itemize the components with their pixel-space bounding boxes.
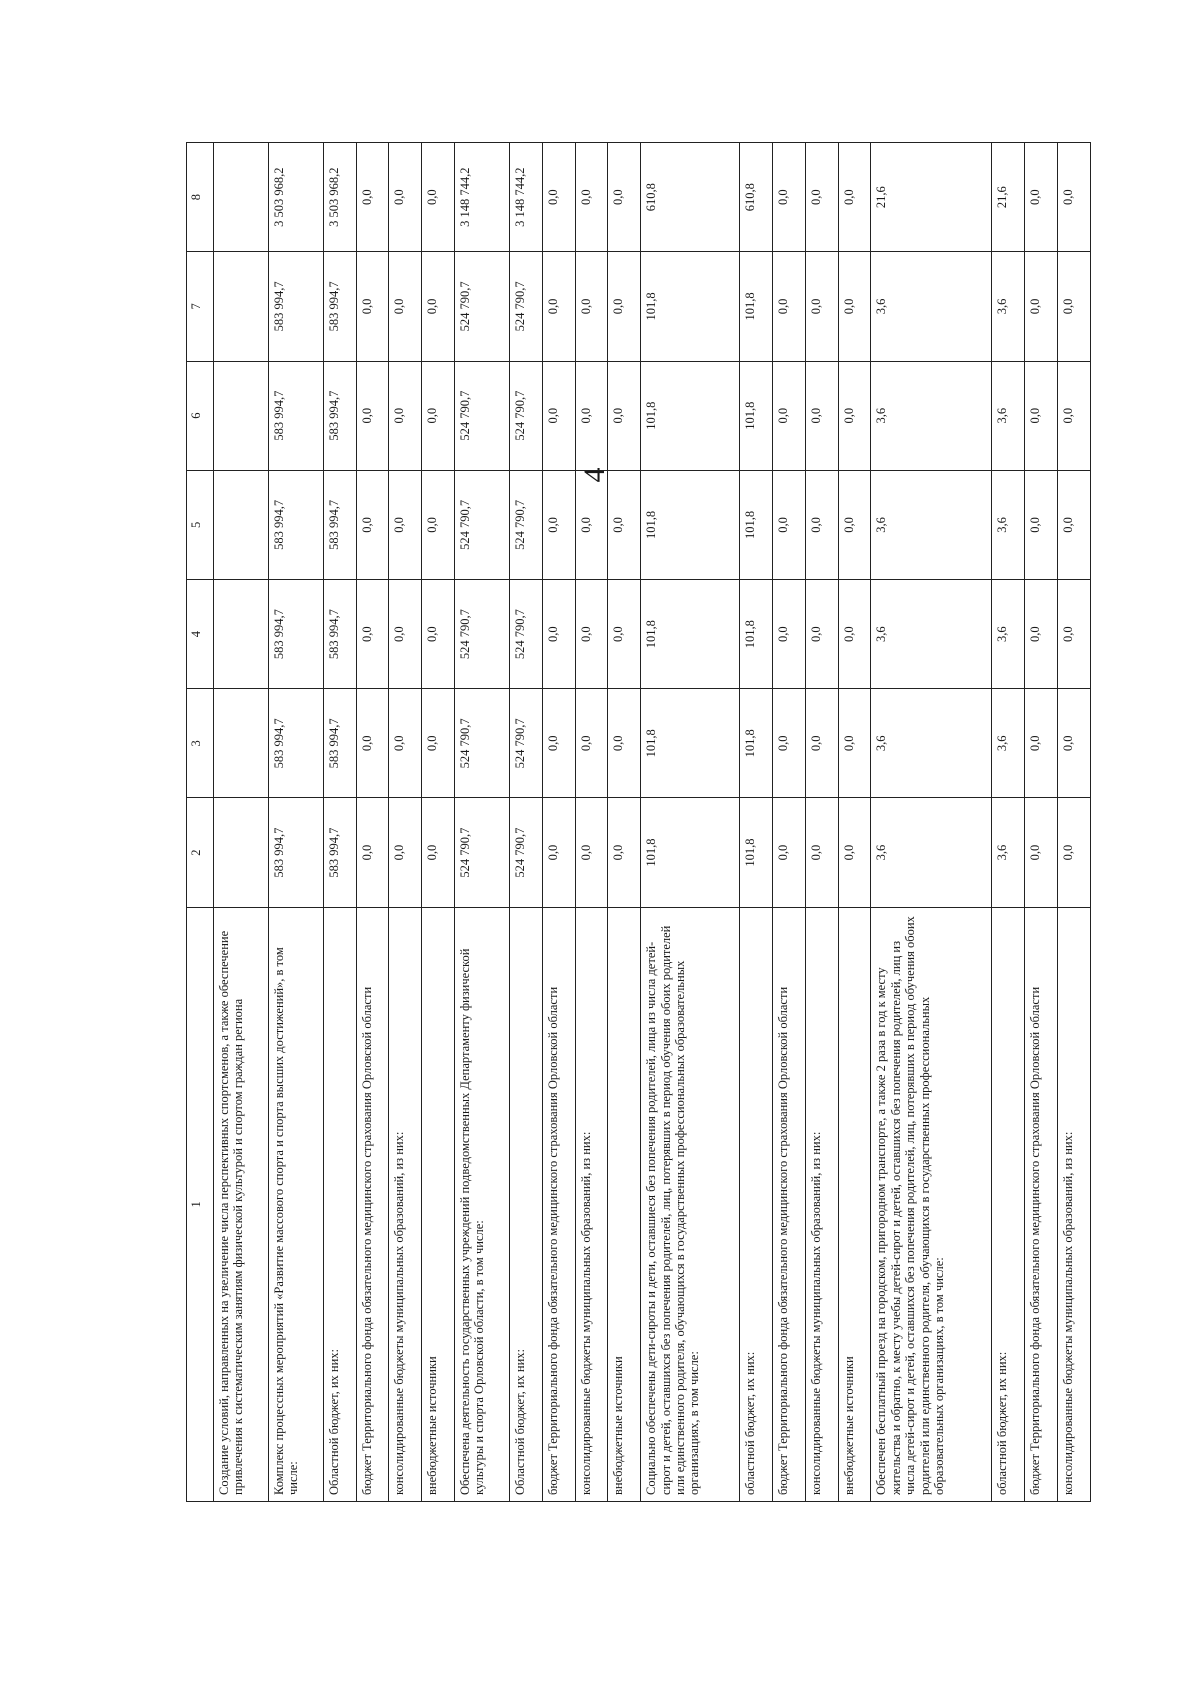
- table-cell-value: 583 994,7: [323, 580, 356, 689]
- row-label: внебюджетные источники: [608, 907, 641, 1501]
- table-cell-value: 0,0: [1025, 689, 1058, 798]
- row-label: областной бюджет, их них:: [740, 907, 773, 1501]
- table-row: [542, 143, 575, 1502]
- table-cell-value: 0,0: [608, 252, 641, 361]
- table-cell-value: 0,0: [389, 361, 422, 470]
- table-cell-value: 583 994,7: [268, 580, 323, 689]
- table-cell-value: 0,0: [608, 580, 641, 689]
- table-cell-value: 583 994,7: [268, 798, 323, 907]
- table-cell-value: 0,0: [805, 361, 838, 470]
- table-cell-value: 0,0: [575, 470, 608, 579]
- table-cell-value: 610,8: [740, 143, 773, 252]
- table-row: [1058, 143, 1091, 1502]
- table-row: [422, 143, 455, 1502]
- table-cell-value: 0,0: [575, 580, 608, 689]
- table-cell-value: 0,0: [542, 798, 575, 907]
- table-cell-value: 0,0: [772, 470, 805, 579]
- table-cell-value: 0,0: [575, 252, 608, 361]
- table-row: [509, 143, 542, 1502]
- table-row: [641, 143, 740, 1502]
- table-cell-value: 0,0: [1058, 580, 1091, 689]
- table-cell-value: 0,0: [772, 361, 805, 470]
- table-row: [323, 143, 356, 1502]
- table-cell-value: 101,8: [740, 798, 773, 907]
- row-label: бюджет Территориального фонда обязательного медицинского страхования Орловской области: [356, 907, 389, 1501]
- table-cell-value: 0,0: [805, 143, 838, 252]
- table-cell-value: 0,0: [838, 252, 871, 361]
- table-cell-value: 0,0: [1058, 470, 1091, 579]
- table-cell-value: 101,8: [641, 580, 740, 689]
- table-cell-value: 0,0: [838, 143, 871, 252]
- table-cell-value: 0,0: [805, 252, 838, 361]
- table-row: [772, 143, 805, 1502]
- table-cell-value: 0,0: [1058, 798, 1091, 907]
- table-cell-value: 0,0: [575, 689, 608, 798]
- column-header: 4: [187, 580, 214, 689]
- table-cell-value: 524 790,7: [455, 798, 510, 907]
- table-cell-value: 0,0: [389, 798, 422, 907]
- table-cell-value: 0,0: [542, 580, 575, 689]
- table-row: [608, 143, 641, 1502]
- row-label: консолидированные бюджеты муниципальных образований, из них:: [805, 907, 838, 1501]
- row-label: консолидированные бюджеты муниципальных образований, из них:: [1058, 907, 1091, 1501]
- table-cell-value: 524 790,7: [509, 689, 542, 798]
- row-label: Комплекс процессных мероприятий «Развитие массового спорта и спорта высших достижений», в том числе:: [268, 907, 323, 1501]
- table-row: [805, 143, 838, 1502]
- table-cell-value: 0,0: [422, 252, 455, 361]
- table-cell-value: 524 790,7: [509, 361, 542, 470]
- table-cell-value: 0,0: [1025, 470, 1058, 579]
- table-cell-value: 524 790,7: [509, 470, 542, 579]
- table-cell-value: 0,0: [608, 470, 641, 579]
- table-cell-value: 0,0: [422, 361, 455, 470]
- table-row: [268, 143, 323, 1502]
- table-cell-value: 0,0: [389, 470, 422, 579]
- table-cell-value: 0,0: [575, 143, 608, 252]
- table-cell-value: 583 994,7: [268, 470, 323, 579]
- table-cell-value: 0,0: [542, 689, 575, 798]
- table-cell-value: [214, 143, 269, 252]
- table-cell-value: 101,8: [641, 470, 740, 579]
- table-cell-value: 3 148 744,2: [455, 143, 510, 252]
- table-cell-value: 0,0: [542, 143, 575, 252]
- table-cell-value: 0,0: [542, 470, 575, 579]
- column-header: 7: [187, 252, 214, 361]
- table-row: [356, 143, 389, 1502]
- table-cell-value: 0,0: [838, 580, 871, 689]
- table-cell-value: 0,0: [608, 798, 641, 907]
- table-cell-value: 0,0: [1025, 361, 1058, 470]
- table-cell-value: 3,6: [992, 580, 1025, 689]
- table-row: [838, 143, 871, 1502]
- row-label: внебюджетные источники: [838, 907, 871, 1501]
- table-cell-value: [214, 689, 269, 798]
- table-cell-value: 524 790,7: [455, 252, 510, 361]
- table-cell-value: 0,0: [1025, 143, 1058, 252]
- table-cell-value: 610,8: [641, 143, 740, 252]
- table-cell-value: 583 994,7: [323, 252, 356, 361]
- table-cell-value: 0,0: [838, 361, 871, 470]
- table-body: [214, 143, 1091, 1502]
- table-row: [1025, 143, 1058, 1502]
- row-label: Создание условий, направленных на увеличение числа перспективных спортсменов, а также обеспечение привлечения к систематическим занятиям физической культурой и спортом граждан региона: [214, 907, 269, 1501]
- row-label: консолидированные бюджеты муниципальных образований, из них:: [575, 907, 608, 1501]
- table-cell-value: 0,0: [356, 143, 389, 252]
- table-cell-value: 101,8: [641, 361, 740, 470]
- column-header: 1: [187, 907, 214, 1501]
- column-header: 6: [187, 361, 214, 470]
- table-cell-value: 101,8: [740, 252, 773, 361]
- table-row: [575, 143, 608, 1502]
- table-row: [871, 143, 992, 1502]
- table-cell-value: 0,0: [772, 143, 805, 252]
- table-cell-value: 3 503 968,2: [268, 143, 323, 252]
- table-cell-value: 524 790,7: [455, 361, 510, 470]
- table-cell-value: 583 994,7: [323, 798, 356, 907]
- row-label: консолидированные бюджеты муниципальных образований, из них:: [389, 907, 422, 1501]
- table-cell-value: 0,0: [838, 689, 871, 798]
- row-label: бюджет Территориального фонда обязательного медицинского страхования Орловской области: [1025, 907, 1058, 1501]
- row-label: областной бюджет, их них:: [992, 907, 1025, 1501]
- column-header: 2: [187, 798, 214, 907]
- table-cell-value: 0,0: [356, 361, 389, 470]
- table-cell-value: 0,0: [838, 798, 871, 907]
- table-cell-value: 583 994,7: [268, 361, 323, 470]
- table-cell-value: 0,0: [542, 361, 575, 470]
- table-header-row: [187, 143, 214, 1502]
- table-cell-value: 0,0: [805, 470, 838, 579]
- rotated-table-container: [186, 142, 1091, 1502]
- table-row: [740, 143, 773, 1502]
- row-label: Социально обеспечены дети-сироты и дети, оставшиеся без попечения родителей, лица из числа детей-сирот и детей, оставшихся без попечения родителей, лиц, потерявших в период обучения обоих родителей или единственного родителя, обучающихся в государственных профессиональных образовательных организациях, в том числе:: [641, 907, 740, 1501]
- table-cell-value: 583 994,7: [323, 361, 356, 470]
- table-cell-value: [214, 361, 269, 470]
- table-row: [214, 143, 269, 1502]
- table-cell-value: 0,0: [608, 689, 641, 798]
- table-cell-value: 0,0: [422, 689, 455, 798]
- table-cell-value: 3,6: [992, 361, 1025, 470]
- table-cell-value: 524 790,7: [509, 580, 542, 689]
- table-cell-value: 0,0: [1058, 689, 1091, 798]
- table-cell-value: 3,6: [871, 252, 992, 361]
- table-cell-value: 524 790,7: [455, 580, 510, 689]
- table-cell-value: 101,8: [740, 689, 773, 798]
- column-header: 3: [187, 689, 214, 798]
- table-cell-value: 0,0: [608, 361, 641, 470]
- row-label: Областной бюджет, их них:: [323, 907, 356, 1501]
- table-cell-value: 0,0: [1058, 361, 1091, 470]
- table-cell-value: 3,6: [992, 798, 1025, 907]
- table-cell-value: 0,0: [356, 252, 389, 361]
- row-label: Обеспечена деятельность государственных учреждений подведомственных Департаменту физической культуры и спорта Орловской области, в том числе:: [455, 907, 510, 1501]
- table-cell-value: [214, 252, 269, 361]
- table-cell-value: 101,8: [641, 689, 740, 798]
- row-label: бюджет Территориального фонда обязательного медицинского страхования Орловской области: [542, 907, 575, 1501]
- table-cell-value: 0,0: [356, 470, 389, 579]
- table-cell-value: 3,6: [871, 470, 992, 579]
- table-cell-value: 3 148 744,2: [509, 143, 542, 252]
- table-cell-value: 0,0: [389, 143, 422, 252]
- table-cell-value: 0,0: [356, 580, 389, 689]
- column-header: 8: [187, 143, 214, 252]
- table-cell-value: 0,0: [1025, 252, 1058, 361]
- table-cell-value: 0,0: [1025, 580, 1058, 689]
- table-cell-value: 0,0: [805, 580, 838, 689]
- budget-table: [186, 142, 1091, 1502]
- table-cell-value: 3,6: [992, 252, 1025, 361]
- table-row: [455, 143, 510, 1502]
- table-cell-value: 0,0: [422, 470, 455, 579]
- table-cell-value: 0,0: [1058, 252, 1091, 361]
- row-label: Обеспечен бесплатный проезд на городском, пригородном транспорте, а также 2 раза в год к месту жительства и обратно, к месту учебы детей-сирот и детей, оставшихся без попечения родителей, лиц из числа детей-сирот и детей, оставшихся без попечения родителей, лиц, потерявших в период обучения обоих родителей или единственного родителя, обучающихся в государственных профессиональных образовательных организациях, в том числе:: [871, 907, 992, 1501]
- table-cell-value: 101,8: [740, 580, 773, 689]
- table-cell-value: 0,0: [608, 143, 641, 252]
- table-cell-value: 0,0: [389, 689, 422, 798]
- table-cell-value: 0,0: [805, 798, 838, 907]
- table-cell-value: 3,6: [871, 580, 992, 689]
- table-cell-value: 0,0: [356, 798, 389, 907]
- table-cell-value: 0,0: [805, 689, 838, 798]
- table-cell-value: 524 790,7: [509, 798, 542, 907]
- row-label: бюджет Территориального фонда обязательного медицинского страхования Орловской области: [772, 907, 805, 1501]
- table-cell-value: 101,8: [740, 361, 773, 470]
- page-number: 4: [578, 467, 611, 483]
- table-cell-value: [214, 580, 269, 689]
- table-cell-value: 0,0: [389, 580, 422, 689]
- table-cell-value: 583 994,7: [323, 470, 356, 579]
- table-cell-value: 0,0: [772, 798, 805, 907]
- table-cell-value: 101,8: [641, 252, 740, 361]
- table-row: [992, 143, 1025, 1502]
- table-cell-value: 0,0: [772, 580, 805, 689]
- table-cell-value: 524 790,7: [509, 252, 542, 361]
- table-row: [389, 143, 422, 1502]
- row-label: внебюджетные источники: [422, 907, 455, 1501]
- table-cell-value: 0,0: [542, 252, 575, 361]
- table-cell-value: 101,8: [740, 470, 773, 579]
- row-label: Областной бюджет, их них:: [509, 907, 542, 1501]
- table-cell-value: 3,6: [871, 798, 992, 907]
- table-cell-value: 583 994,7: [268, 252, 323, 361]
- table-cell-value: 3,6: [871, 361, 992, 470]
- table-cell-value: 0,0: [422, 798, 455, 907]
- table-cell-value: 0,0: [772, 252, 805, 361]
- table-cell-value: 0,0: [1025, 798, 1058, 907]
- table-cell-value: 524 790,7: [455, 689, 510, 798]
- table-cell-value: 3 503 968,2: [323, 143, 356, 252]
- table-cell-value: 0,0: [422, 580, 455, 689]
- table-cell-value: 0,0: [575, 361, 608, 470]
- table-cell-value: 101,8: [641, 798, 740, 907]
- table-cell-value: 0,0: [838, 470, 871, 579]
- table-cell-value: [214, 798, 269, 907]
- table-cell-value: 3,6: [992, 689, 1025, 798]
- table-cell-value: 21,6: [992, 143, 1025, 252]
- table-cell-value: 0,0: [356, 689, 389, 798]
- table-cell-value: 0,0: [422, 143, 455, 252]
- table-cell-value: 583 994,7: [268, 689, 323, 798]
- table-cell-value: 0,0: [772, 689, 805, 798]
- table-cell-value: 0,0: [575, 798, 608, 907]
- table-cell-value: 3,6: [992, 470, 1025, 579]
- table-cell-value: [214, 470, 269, 579]
- table-cell-value: 524 790,7: [455, 470, 510, 579]
- table-cell-value: 583 994,7: [323, 689, 356, 798]
- table-cell-value: 0,0: [389, 252, 422, 361]
- table-cell-value: 3,6: [871, 689, 992, 798]
- table-cell-value: 0,0: [1058, 143, 1091, 252]
- table-cell-value: 21,6: [871, 143, 992, 252]
- column-header: 5: [187, 470, 214, 579]
